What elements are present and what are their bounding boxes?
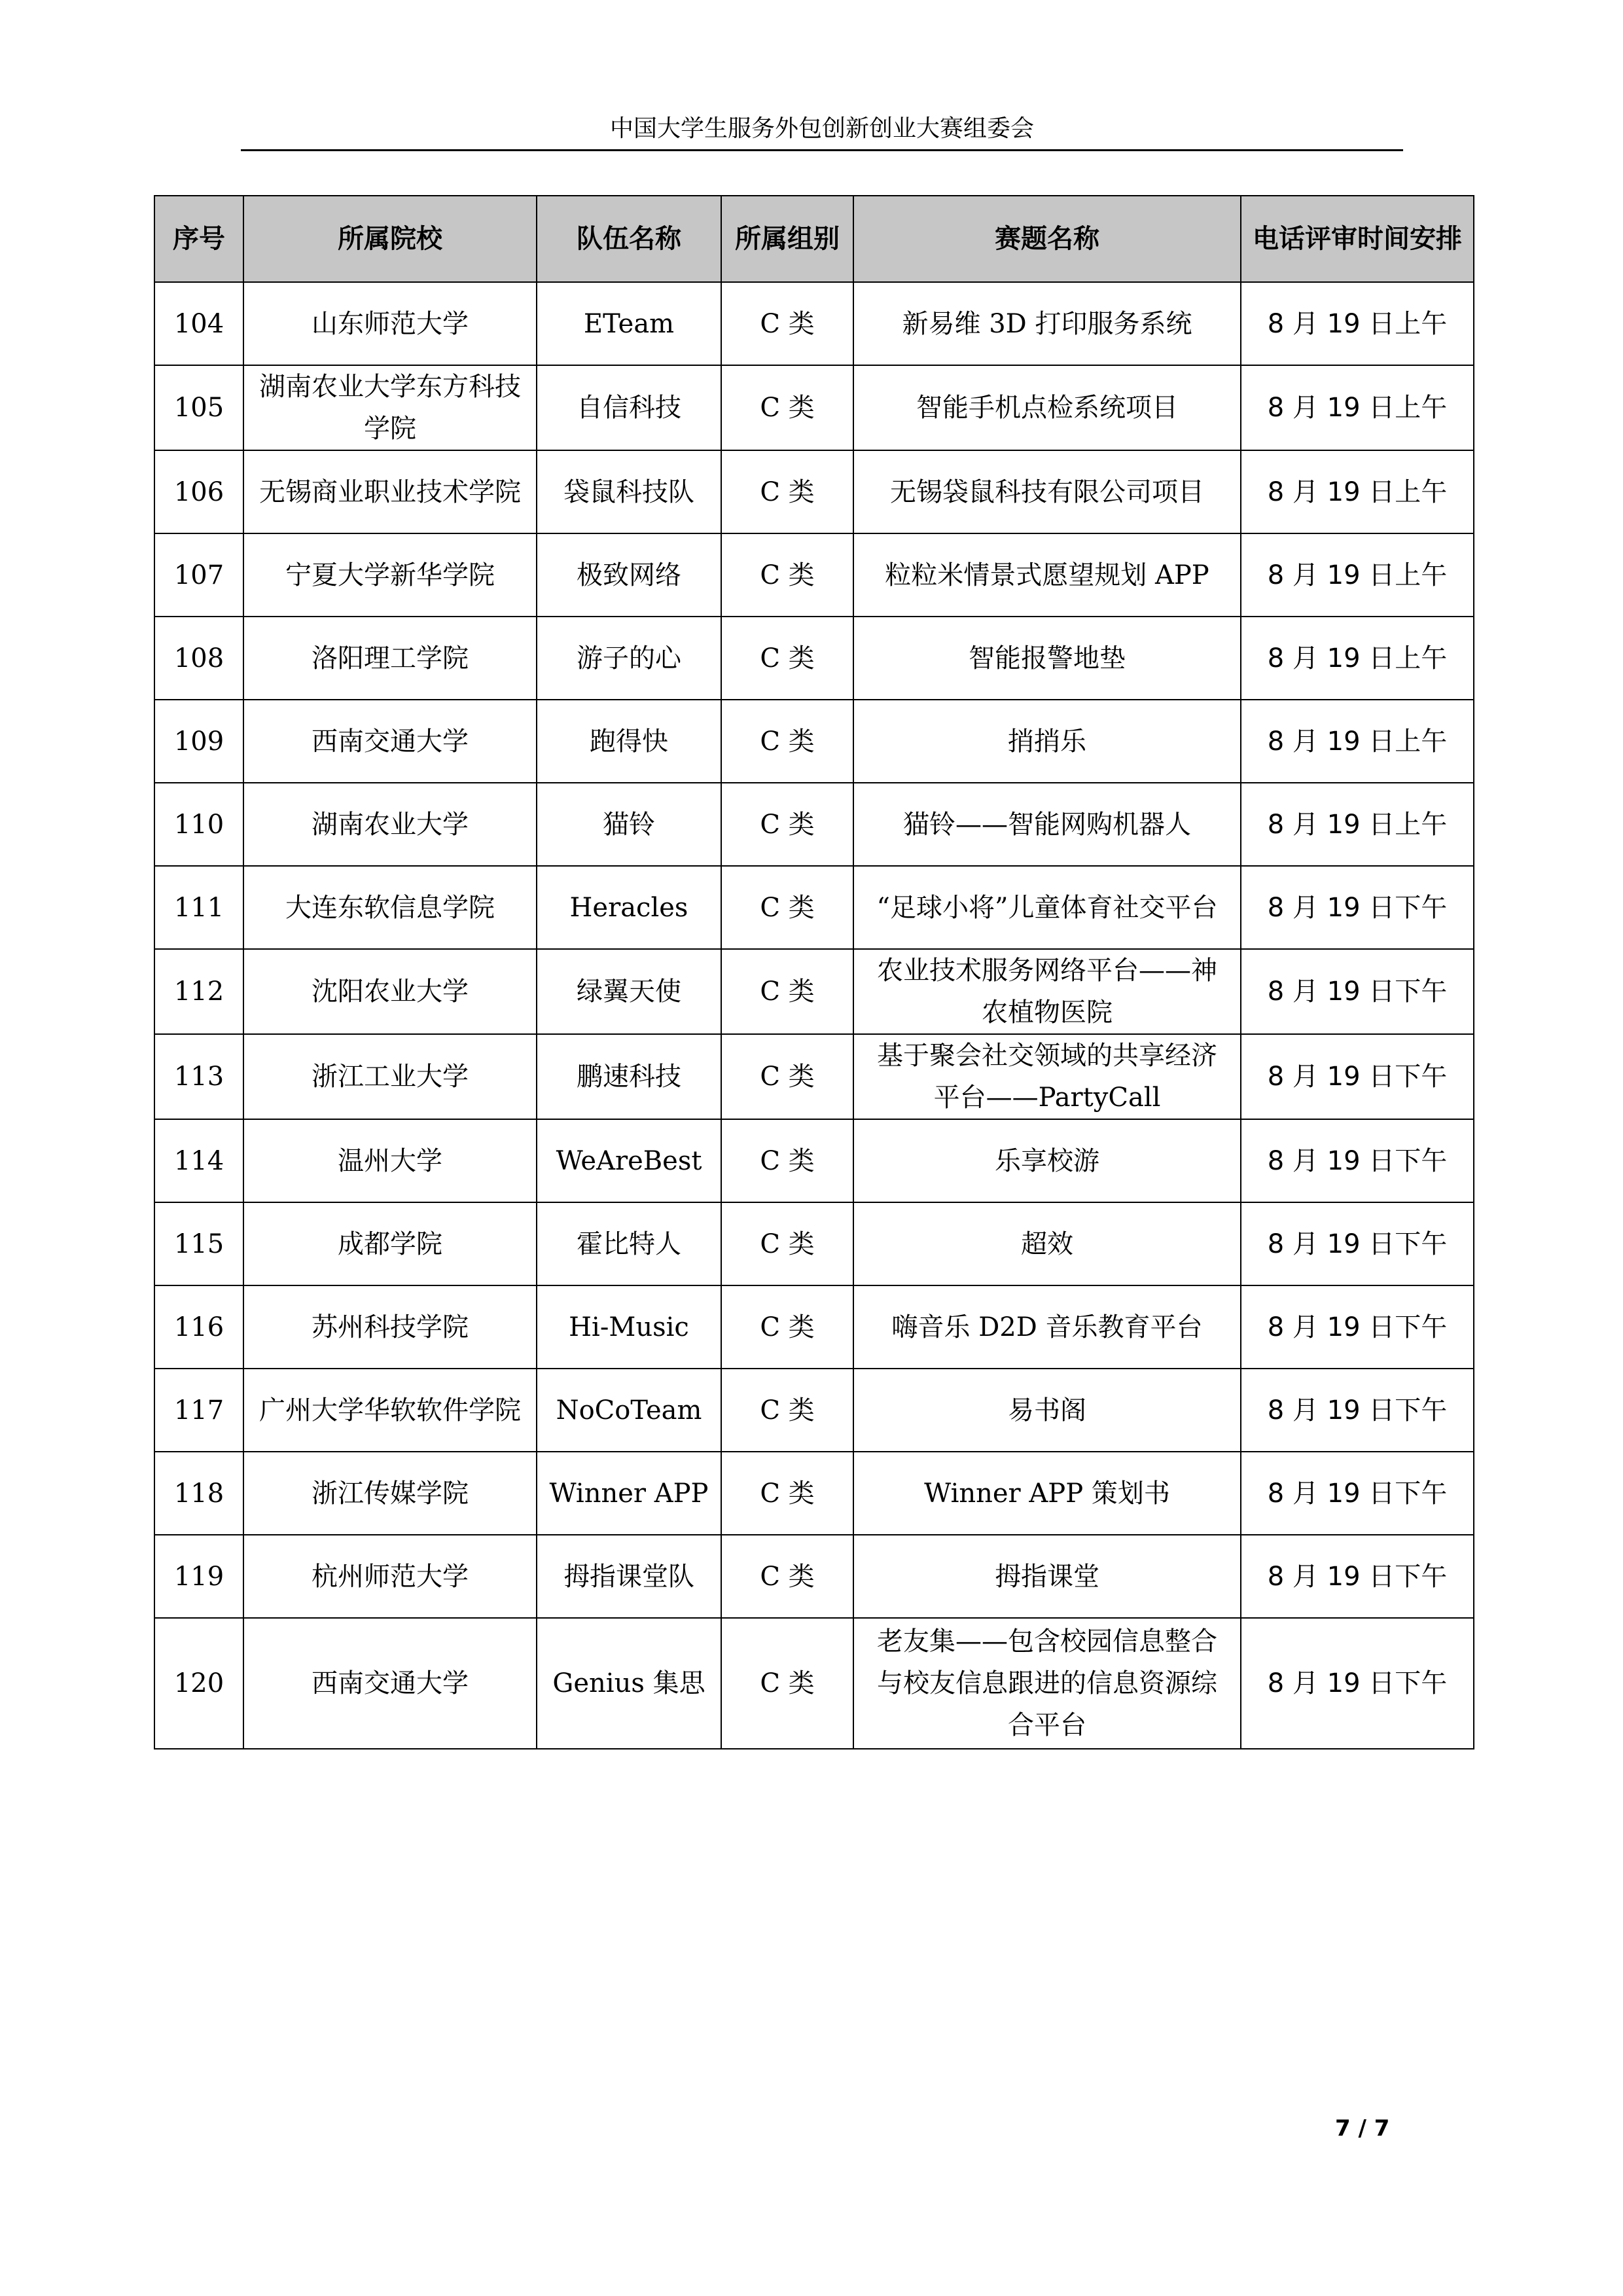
header-divider [241, 149, 1403, 151]
topic-cell: 基于聚会社交领域的共享经济平台——PartyCall [853, 1034, 1241, 1119]
seq-cell: 105 [154, 365, 243, 450]
table-row [154, 533, 1474, 617]
team-cell: 绿翼天使 [537, 949, 721, 1034]
seq-cell: 107 [154, 533, 243, 617]
team-cell: 自信科技 [537, 365, 721, 450]
topic-cell: “足球小将”儿童体育社交平台 [853, 866, 1241, 949]
table-row [154, 949, 1474, 1034]
seq-cell: 113 [154, 1034, 243, 1119]
team-cell: 极致网络 [537, 533, 721, 617]
school-cell: 浙江工业大学 [243, 1034, 537, 1119]
table-row [154, 282, 1474, 365]
topic-cell: 拇指课堂 [853, 1535, 1241, 1618]
seq-cell: 109 [154, 700, 243, 783]
schedule-cell: 8 月 19 日下午 [1241, 1119, 1474, 1202]
table-row [154, 1034, 1474, 1119]
table-row [154, 1369, 1474, 1452]
seq-cell: 115 [154, 1202, 243, 1285]
topic-cell: 超效 [853, 1202, 1241, 1285]
group-cell: C 类 [721, 617, 853, 700]
schedule-cell: 8 月 19 日下午 [1241, 1618, 1474, 1749]
team-cell: 袋鼠科技队 [537, 450, 721, 533]
table-row [154, 866, 1474, 949]
school-cell: 广州大学华软软件学院 [243, 1369, 537, 1452]
page-number: 7 / 7 [1335, 2115, 1390, 2142]
school-cell: 洛阳理工学院 [243, 617, 537, 700]
schedule-cell: 8 月 19 日上午 [1241, 783, 1474, 866]
schedule-cell: 8 月 19 日下午 [1241, 866, 1474, 949]
table-row [154, 1285, 1474, 1369]
schedule-cell: 8 月 19 日下午 [1241, 1452, 1474, 1535]
topic-cell: 智能报警地垫 [853, 617, 1241, 700]
group-cell: C 类 [721, 1285, 853, 1369]
group-cell: C 类 [721, 282, 853, 365]
team-cell: 霍比特人 [537, 1202, 721, 1285]
team-cell: Heracles [537, 866, 721, 949]
team-cell: Hi-Music [537, 1285, 721, 1369]
seq-cell: 118 [154, 1452, 243, 1535]
group-cell: C 类 [721, 949, 853, 1034]
school-cell: 沈阳农业大学 [243, 949, 537, 1034]
seq-cell: 119 [154, 1535, 243, 1618]
table-row [154, 450, 1474, 533]
team-cell: NoCoTeam [537, 1369, 721, 1452]
seq-cell: 104 [154, 282, 243, 365]
seq-cell: 110 [154, 783, 243, 866]
team-cell: 游子的心 [537, 617, 721, 700]
school-cell: 西南交通大学 [243, 1618, 537, 1749]
seq-cell: 111 [154, 866, 243, 949]
group-cell: C 类 [721, 1119, 853, 1202]
school-cell: 苏州科技学院 [243, 1285, 537, 1369]
table-row [154, 617, 1474, 700]
topic-cell: 老友集——包含校园信息整合与校友信息跟进的信息资源综合平台 [853, 1618, 1241, 1749]
group-cell: C 类 [721, 866, 853, 949]
table-header-row [154, 196, 1474, 282]
header-school: 所属院校 [243, 196, 537, 282]
school-cell: 宁夏大学新华学院 [243, 533, 537, 617]
schedule-cell: 8 月 19 日上午 [1241, 282, 1474, 365]
topic-cell: 新易维 3D 打印服务系统 [853, 282, 1241, 365]
schedule-cell: 8 月 19 日上午 [1241, 617, 1474, 700]
school-cell: 成都学院 [243, 1202, 537, 1285]
school-cell: 山东师范大学 [243, 282, 537, 365]
table-row [154, 1119, 1474, 1202]
topic-cell: 农业技术服务网络平台——神农植物医院 [853, 949, 1241, 1034]
seq-cell: 116 [154, 1285, 243, 1369]
phone-review-schedule-table [154, 195, 1474, 1749]
group-cell: C 类 [721, 1452, 853, 1535]
topic-cell: 智能手机点检系统项目 [853, 365, 1241, 450]
schedule-cell: 8 月 19 日上午 [1241, 700, 1474, 783]
seq-cell: 114 [154, 1119, 243, 1202]
team-cell: 拇指课堂队 [537, 1535, 721, 1618]
group-cell: C 类 [721, 1202, 853, 1285]
topic-cell: 无锡袋鼠科技有限公司项目 [853, 450, 1241, 533]
table-row [154, 1202, 1474, 1285]
topic-cell: 粒粒米情景式愿望规划 APP [853, 533, 1241, 617]
header-group: 所属组别 [721, 196, 853, 282]
school-cell: 湖南农业大学 [243, 783, 537, 866]
table-row [154, 783, 1474, 866]
document-header-title: 中国大学生服务外包创新创业大赛组委会 [609, 115, 1034, 142]
schedule-cell: 8 月 19 日上午 [1241, 450, 1474, 533]
schedule-cell: 8 月 19 日下午 [1241, 1535, 1474, 1618]
schedule-cell: 8 月 19 日下午 [1241, 1202, 1474, 1285]
group-cell: C 类 [721, 1369, 853, 1452]
school-cell: 杭州师范大学 [243, 1535, 537, 1618]
team-cell: WeAreBest [537, 1119, 721, 1202]
team-cell: 猫铃 [537, 783, 721, 866]
team-cell: 鹏速科技 [537, 1034, 721, 1119]
group-cell: C 类 [721, 1618, 853, 1749]
seq-cell: 117 [154, 1369, 243, 1452]
school-cell: 湖南农业大学东方科技学院 [243, 365, 537, 450]
team-cell: Genius 集思 [537, 1618, 721, 1749]
schedule-cell: 8 月 19 日下午 [1241, 949, 1474, 1034]
group-cell: C 类 [721, 1034, 853, 1119]
table-row [154, 1452, 1474, 1535]
group-cell: C 类 [721, 783, 853, 866]
team-cell: Winner APP [537, 1452, 721, 1535]
school-cell: 浙江传媒学院 [243, 1452, 537, 1535]
group-cell: C 类 [721, 1535, 853, 1618]
schedule-cell: 8 月 19 日上午 [1241, 533, 1474, 617]
school-cell: 温州大学 [243, 1119, 537, 1202]
school-cell: 西南交通大学 [243, 700, 537, 783]
topic-cell: Winner APP 策划书 [853, 1452, 1241, 1535]
school-cell: 无锡商业职业技术学院 [243, 450, 537, 533]
schedule-cell: 8 月 19 日上午 [1241, 365, 1474, 450]
table-row [154, 700, 1474, 783]
table-row [154, 1535, 1474, 1618]
group-cell: C 类 [721, 700, 853, 783]
schedule-cell: 8 月 19 日下午 [1241, 1034, 1474, 1119]
seq-cell: 108 [154, 617, 243, 700]
team-cell: 跑得快 [537, 700, 721, 783]
seq-cell: 106 [154, 450, 243, 533]
seq-cell: 112 [154, 949, 243, 1034]
header-schedule: 电话评审时间安排 [1241, 196, 1474, 282]
table-row [154, 1618, 1474, 1749]
header-team: 队伍名称 [537, 196, 721, 282]
schedule-cell: 8 月 19 日下午 [1241, 1285, 1474, 1369]
topic-cell: 嗨音乐 D2D 音乐教育平台 [853, 1285, 1241, 1369]
topic-cell: 捎捎乐 [853, 700, 1241, 783]
topic-cell: 易书阁 [853, 1369, 1241, 1452]
team-cell: ETeam [537, 282, 721, 365]
header-topic: 赛题名称 [853, 196, 1241, 282]
table-body [154, 282, 1474, 1749]
seq-cell: 120 [154, 1618, 243, 1749]
topic-cell: 猫铃——智能网购机器人 [853, 783, 1241, 866]
header-seq: 序号 [154, 196, 243, 282]
school-cell: 大连东软信息学院 [243, 866, 537, 949]
topic-cell: 乐享校游 [853, 1119, 1241, 1202]
group-cell: C 类 [721, 450, 853, 533]
group-cell: C 类 [721, 533, 853, 617]
schedule-cell: 8 月 19 日下午 [1241, 1369, 1474, 1452]
group-cell: C 类 [721, 365, 853, 450]
table-row [154, 365, 1474, 450]
